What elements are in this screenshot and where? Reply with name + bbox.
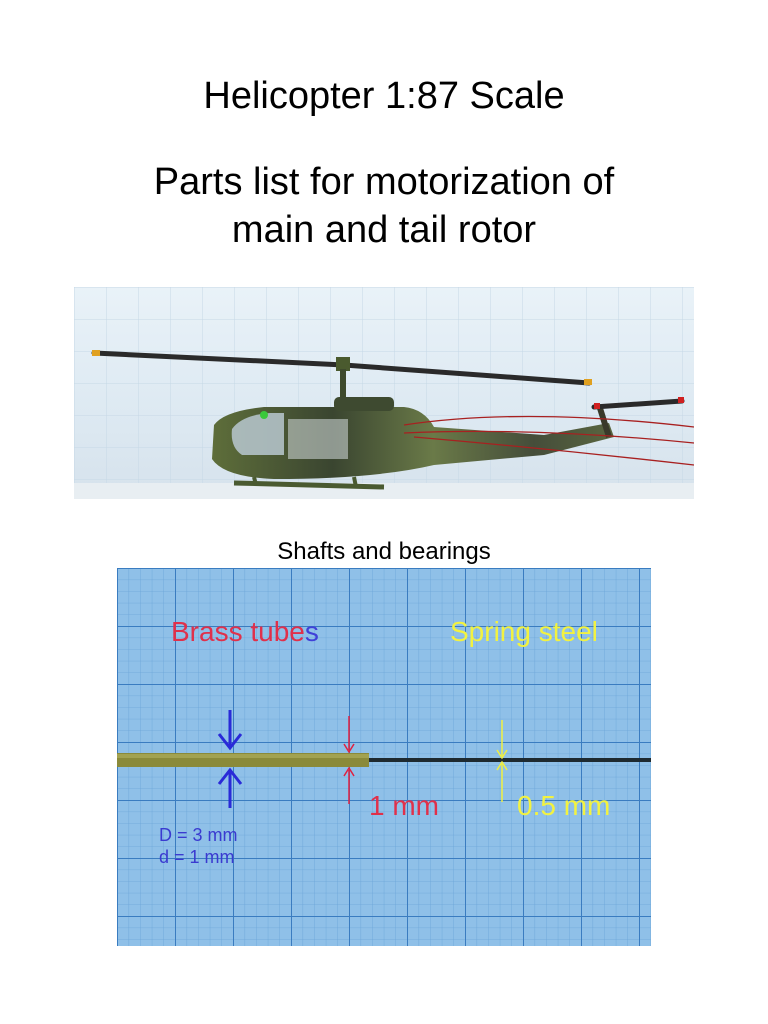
brass-tubes-label-text: Brass tube [171,616,305,647]
brass-tubes-label-suffix: s [304,616,319,647]
document-subtitle-line-2: main and tail rotor [231,209,537,251]
shafts-caption: Shafts and bearings [277,538,491,565]
diameter-labels [159,824,238,868]
helicopter-photo [74,287,694,499]
helicopter-illustration [74,287,694,499]
document-title: Helicopter 1:87 Scale [203,75,565,117]
inner-diameter-label: d = 1 mm [159,847,235,867]
brass-thickness-label: 1 mm [369,790,439,821]
shafts-photo [117,568,651,946]
spring-thickness-label: 0.5 mm [517,790,611,821]
spring-steel-label: Spring steel [450,616,598,647]
document-subtitle-line-1: Parts list for motorization of [153,161,615,203]
brass-tubes-label [171,616,319,648]
outer-diameter-label: D = 3 mm [159,825,238,845]
